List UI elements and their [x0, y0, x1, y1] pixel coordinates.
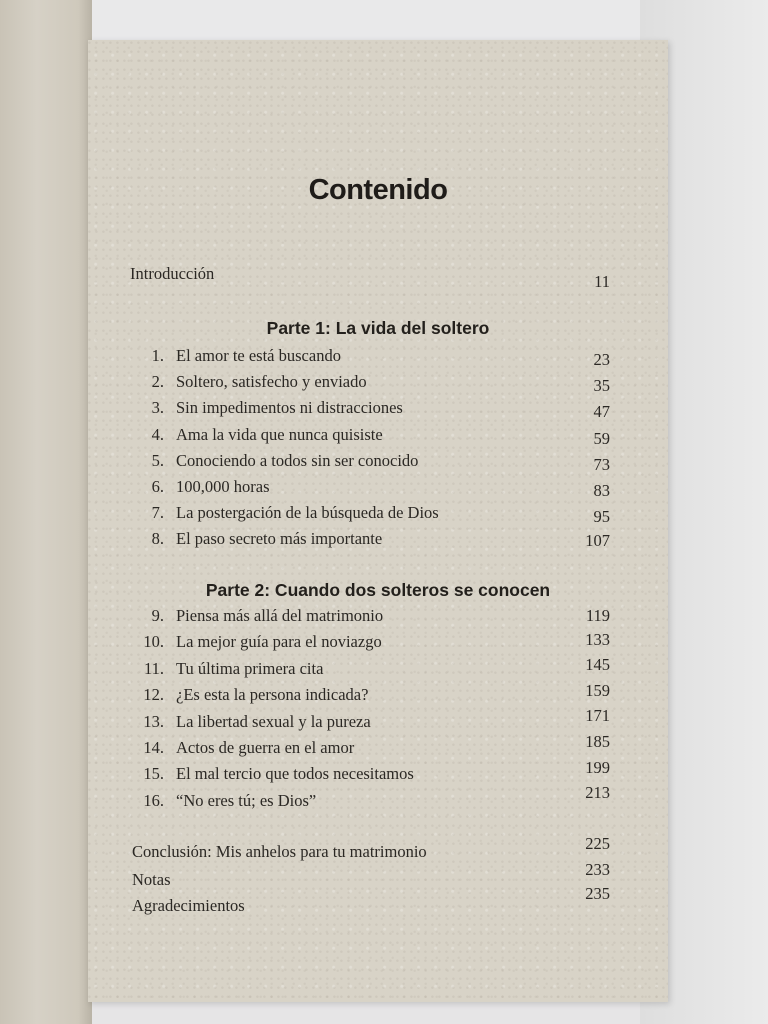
entry-title: Introducción	[130, 264, 215, 283]
entry-number: 1.	[151, 346, 164, 365]
entry-title: Notas	[132, 870, 171, 889]
entry-number: 2.	[151, 372, 164, 391]
entry-page: 59	[593, 429, 610, 448]
entry-page: 233	[585, 860, 610, 879]
entry-number: 3.	[151, 398, 164, 417]
entry-page: 171	[585, 706, 610, 725]
toc-entry-chapter	[88, 758, 668, 790]
toc-entry-chapter	[88, 451, 668, 477]
entry-title: 100,000 horas	[176, 477, 270, 496]
entry-page: 199	[585, 758, 610, 777]
entry-title: “No eres tú; es Dios”	[176, 791, 317, 810]
entry-number: 7.	[151, 503, 164, 522]
entry-title: ¿Es esta la persona indicada?	[176, 685, 369, 704]
page-title: Contenido	[308, 174, 448, 206]
entry-page: 159	[585, 681, 610, 700]
entry-number: 6.	[151, 477, 164, 496]
entry-page: 145	[585, 655, 610, 674]
entry-title: La postergación de la búsqueda de Dios	[176, 503, 439, 522]
toc-entry-chapter	[88, 681, 668, 711]
entry-number: 15.	[143, 764, 164, 783]
entry-title: Agradecimientos	[132, 896, 245, 915]
toc-entry-notes	[88, 860, 668, 896]
entry-number: 5.	[151, 451, 164, 470]
toc-entry-chapter	[88, 783, 668, 817]
book-page	[88, 40, 668, 1002]
toc-entry-chapter	[88, 655, 668, 685]
entry-title: La libertad sexual y la pureza	[176, 712, 371, 731]
entry-number: 4.	[151, 425, 164, 444]
entry-page: 47	[593, 402, 610, 421]
entry-title: Sin impedimentos ni distracciones	[176, 398, 403, 417]
entry-title: Ama la vida que nunca quisiste	[176, 425, 383, 444]
entry-number: 12.	[143, 685, 164, 704]
entry-page: 95	[593, 507, 610, 526]
entry-title: El mal tercio que todos necesitamos	[176, 764, 414, 783]
entry-page: 107	[585, 531, 610, 550]
entry-title: Conociendo a todos sin ser conocido	[176, 451, 419, 470]
entry-page: 23	[593, 350, 610, 369]
toc-entry-introduction	[88, 264, 668, 290]
entry-title: La mejor guía para el noviazgo	[176, 632, 382, 651]
part-1-title: Parte 1: La vida del soltero	[266, 318, 490, 338]
entry-number: 14.	[143, 738, 164, 757]
entry-title: Conclusión: Mis anhelos para tu matrimonio	[132, 842, 427, 861]
entry-page: 133	[585, 630, 610, 649]
toc-entry-chapter	[88, 398, 668, 424]
entry-title: Actos de guerra en el amor	[176, 738, 355, 757]
toc-entry-chapter	[88, 529, 668, 555]
toc-entry-chapter	[88, 706, 668, 738]
toc-entry-conclusion	[88, 834, 668, 868]
entry-title: Piensa más allá del matrimonio	[176, 606, 384, 625]
entry-number: 13.	[143, 712, 164, 731]
part-2-title: Parte 2: Cuando dos solteros se conocen	[205, 580, 551, 600]
entry-page: 83	[593, 481, 610, 500]
entry-title: El amor te está buscando	[176, 346, 341, 365]
entry-number: 16.	[143, 791, 164, 810]
toc-entry-chapter	[88, 425, 668, 451]
toc-entry-chapter	[88, 477, 668, 503]
entry-page: 235	[585, 884, 610, 903]
entry-page: 73	[593, 455, 610, 474]
book-spine	[0, 0, 92, 1024]
entry-page: 185	[585, 732, 610, 751]
toc-entry-chapter	[88, 372, 668, 398]
entry-page: 119	[585, 606, 610, 625]
toc-entry-chapter	[88, 606, 668, 632]
toc-entry-chapter	[88, 632, 668, 658]
entry-number: 9.	[151, 606, 164, 625]
entry-number: 11.	[143, 659, 164, 678]
entry-number: 10.	[143, 632, 164, 651]
toc-entry-chapter	[88, 503, 668, 529]
entry-title: El paso secreto más importante	[176, 529, 383, 548]
entry-title: Tu última primera cita	[176, 659, 324, 678]
entry-page: 35	[593, 376, 610, 395]
entry-page: 11	[594, 272, 610, 291]
entry-title: Soltero, satisfecho y enviado	[176, 372, 367, 391]
entry-number: 8.	[151, 529, 164, 548]
toc-entry-chapter	[88, 732, 668, 764]
toc-entry-chapter	[88, 346, 668, 372]
entry-page: 213	[585, 783, 610, 802]
entry-page: 225	[585, 834, 610, 853]
toc-entry-acknowledgements	[88, 884, 668, 922]
